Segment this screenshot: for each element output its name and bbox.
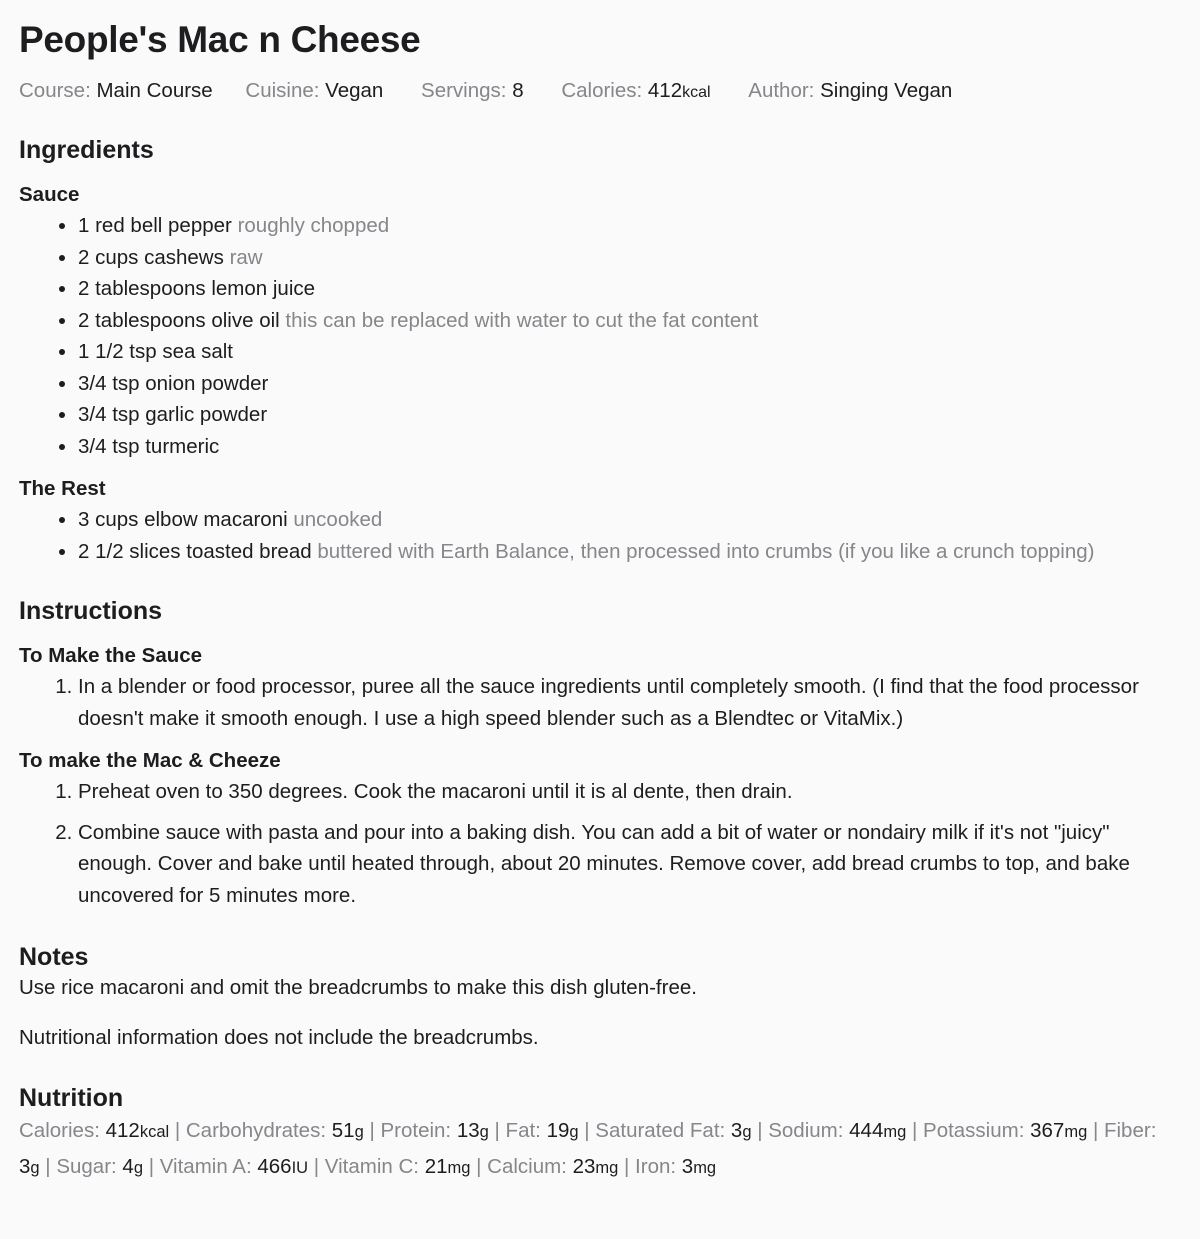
- ingredient-note: buttered with Earth Balance, then processed into crumbs (if you like a crunch topping): [317, 539, 1095, 563]
- notes-paragraph: Nutritional information does not include the breadcrumbs.: [19, 1026, 539, 1049]
- notes-paragraph: Use rice macaroni and omit the breadcrumbs to make this dish gluten-free.: [19, 976, 697, 999]
- ingredient-name: 3 cups elbow macaroni: [78, 508, 288, 531]
- meta-calories-value: 412: [647, 79, 683, 102]
- ingredient-item: [78, 368, 1181, 400]
- ingredient-note: raw: [229, 245, 263, 269]
- instruction-list: [19, 776, 1181, 911]
- ingredient-item: [78, 431, 1181, 463]
- instruction-step: 1. Preheat oven to 350 degrees. Cook the macaroni until it is al dente, then drain.: [78, 776, 1181, 808]
- meta-course-label: Course:: [19, 79, 91, 102]
- ingredient-item: [78, 536, 1181, 568]
- notes-section: [19, 941, 1181, 1053]
- ingredient-list: [19, 210, 1181, 462]
- nutrition-item-vitamin-a: Vitamin A: 466IU: [159, 1154, 309, 1178]
- ingredient-item: [78, 399, 1181, 431]
- meta-calories: [561, 76, 710, 108]
- ingredient-item: [78, 336, 1181, 368]
- ingredient-note: uncooked: [293, 508, 383, 531]
- ingredient-group-title: The Rest: [19, 477, 106, 500]
- ingredient-name: 3/4 tsp garlic powder: [78, 403, 268, 426]
- ingredient-name: 1 red bell pepper: [78, 214, 232, 237]
- ingredient-item: [78, 210, 1181, 242]
- ingredient-name: 1 1/2 tsp sea salt: [78, 340, 233, 363]
- ingredient-item: [78, 305, 1181, 337]
- nutrition-item-iron: Iron: 3mg: [635, 1154, 717, 1178]
- ingredient-note: roughly chopped: [237, 214, 390, 237]
- ingredient-name: 2 1/2 slices toasted bread: [78, 539, 312, 563]
- instructions-section: [19, 595, 1181, 911]
- instruction-group-title: To Make the Sauce: [19, 644, 203, 667]
- nutrition-item-carbohydrates: Carbohydrates: 51g: [185, 1119, 364, 1142]
- meta-cuisine: [245, 76, 383, 106]
- nutrition-item-fat: Fat: 19g: [505, 1119, 579, 1142]
- meta-course-value: Main Course: [96, 79, 213, 102]
- meta-cuisine-value: Vegan: [325, 79, 384, 102]
- meta-author-value[interactable]: Singing Vegan: [820, 79, 953, 102]
- instruction-step: 1. In a blender or food processor, puree all the sauce ingredients until completely smooth. (I find that the food processor doesn't make it smooth enough. I use a high speed blender such as a Blendtec or VitaMix.): [78, 671, 1181, 734]
- ingredient-note: this can be replaced with water to cut the fat content: [285, 308, 759, 332]
- meta-cuisine-label: Cuisine:: [245, 79, 320, 102]
- meta-servings-label: Servings:: [421, 79, 507, 102]
- ingredients-heading: Ingredients: [19, 136, 154, 164]
- recipe-title: People's Mac n Cheese: [19, 19, 421, 60]
- meta-calories-unit: kcal: [682, 84, 711, 101]
- ingredient-name: 3/4 tsp onion powder: [78, 371, 269, 395]
- meta-calories-label: Calories:: [561, 79, 643, 102]
- nutrition-item-protein: Protein: 13g: [380, 1119, 489, 1142]
- nutrition-item-potassium: Potassium: 367mg: [923, 1119, 1088, 1142]
- recipe-meta: [19, 76, 1181, 108]
- nutrition-item-vitamin-c: Vitamin C: 21mg: [324, 1154, 471, 1178]
- nutrition-item-sodium: Sodium: 444mg: [768, 1119, 907, 1142]
- nutrition-item-saturated-fat: Saturated Fat: 3g: [595, 1119, 752, 1142]
- ingredient-list: [19, 504, 1181, 567]
- instruction-group-title: To make the Mac & Cheeze: [19, 749, 281, 772]
- nutrition-item-fiber: Fiber: 3g: [19, 1119, 1157, 1178]
- meta-course: [19, 76, 213, 106]
- meta-author: [748, 76, 952, 106]
- nutrition-facts: Calories: 412kcal | Carbohydrates: 51g | Protein: 13g | Fat: 19g | Saturated Fat: 3g | Sodium: 444mg | Potassium: 367mg | Fiber: 3g | Sugar: 4g | Vitamin A: 466IU | Vitamin C: 21mg | Calcium: 23mg | Iron: 3mg: [19, 1119, 1157, 1178]
- nutrition-item-sugar: Sugar: 4g: [56, 1154, 144, 1178]
- ingredient-name: 2 tablespoons lemon juice: [78, 277, 316, 300]
- notes-heading: Notes: [19, 943, 89, 971]
- meta-servings: [421, 76, 524, 106]
- ingredients-section: [19, 134, 1181, 567]
- ingredient-item: [78, 504, 1181, 536]
- nutrition-heading: Nutrition: [19, 1084, 124, 1112]
- nutrition-section: [19, 1082, 1181, 1185]
- ingredient-item: [78, 273, 1181, 305]
- ingredient-name: 2 cups cashews: [78, 245, 224, 269]
- instruction-step: 2. Combine sauce with pasta and pour into a baking dish. You can add a bit of water or nondairy milk if it's not "juicy" enough. Cover and bake until heated through, about 20 minutes. Remove cover, add bread crumbs to top, and bake uncovered for 5 minutes more.: [78, 817, 1181, 912]
- ingredient-group-title: Sauce: [19, 183, 80, 206]
- ingredient-item: [78, 242, 1181, 274]
- meta-servings-value: 8: [512, 79, 524, 102]
- meta-author-label: Author:: [748, 79, 815, 102]
- nutrition-item-calcium: Calcium: 23mg: [487, 1154, 619, 1178]
- nutrition-item-calories: Calories: 412kcal: [19, 1119, 170, 1142]
- instruction-list: [19, 671, 1181, 734]
- ingredient-name: 2 tablespoons olive oil: [78, 308, 280, 332]
- ingredient-name: 3/4 tsp turmeric: [78, 434, 220, 458]
- instructions-heading: Instructions: [19, 597, 163, 625]
